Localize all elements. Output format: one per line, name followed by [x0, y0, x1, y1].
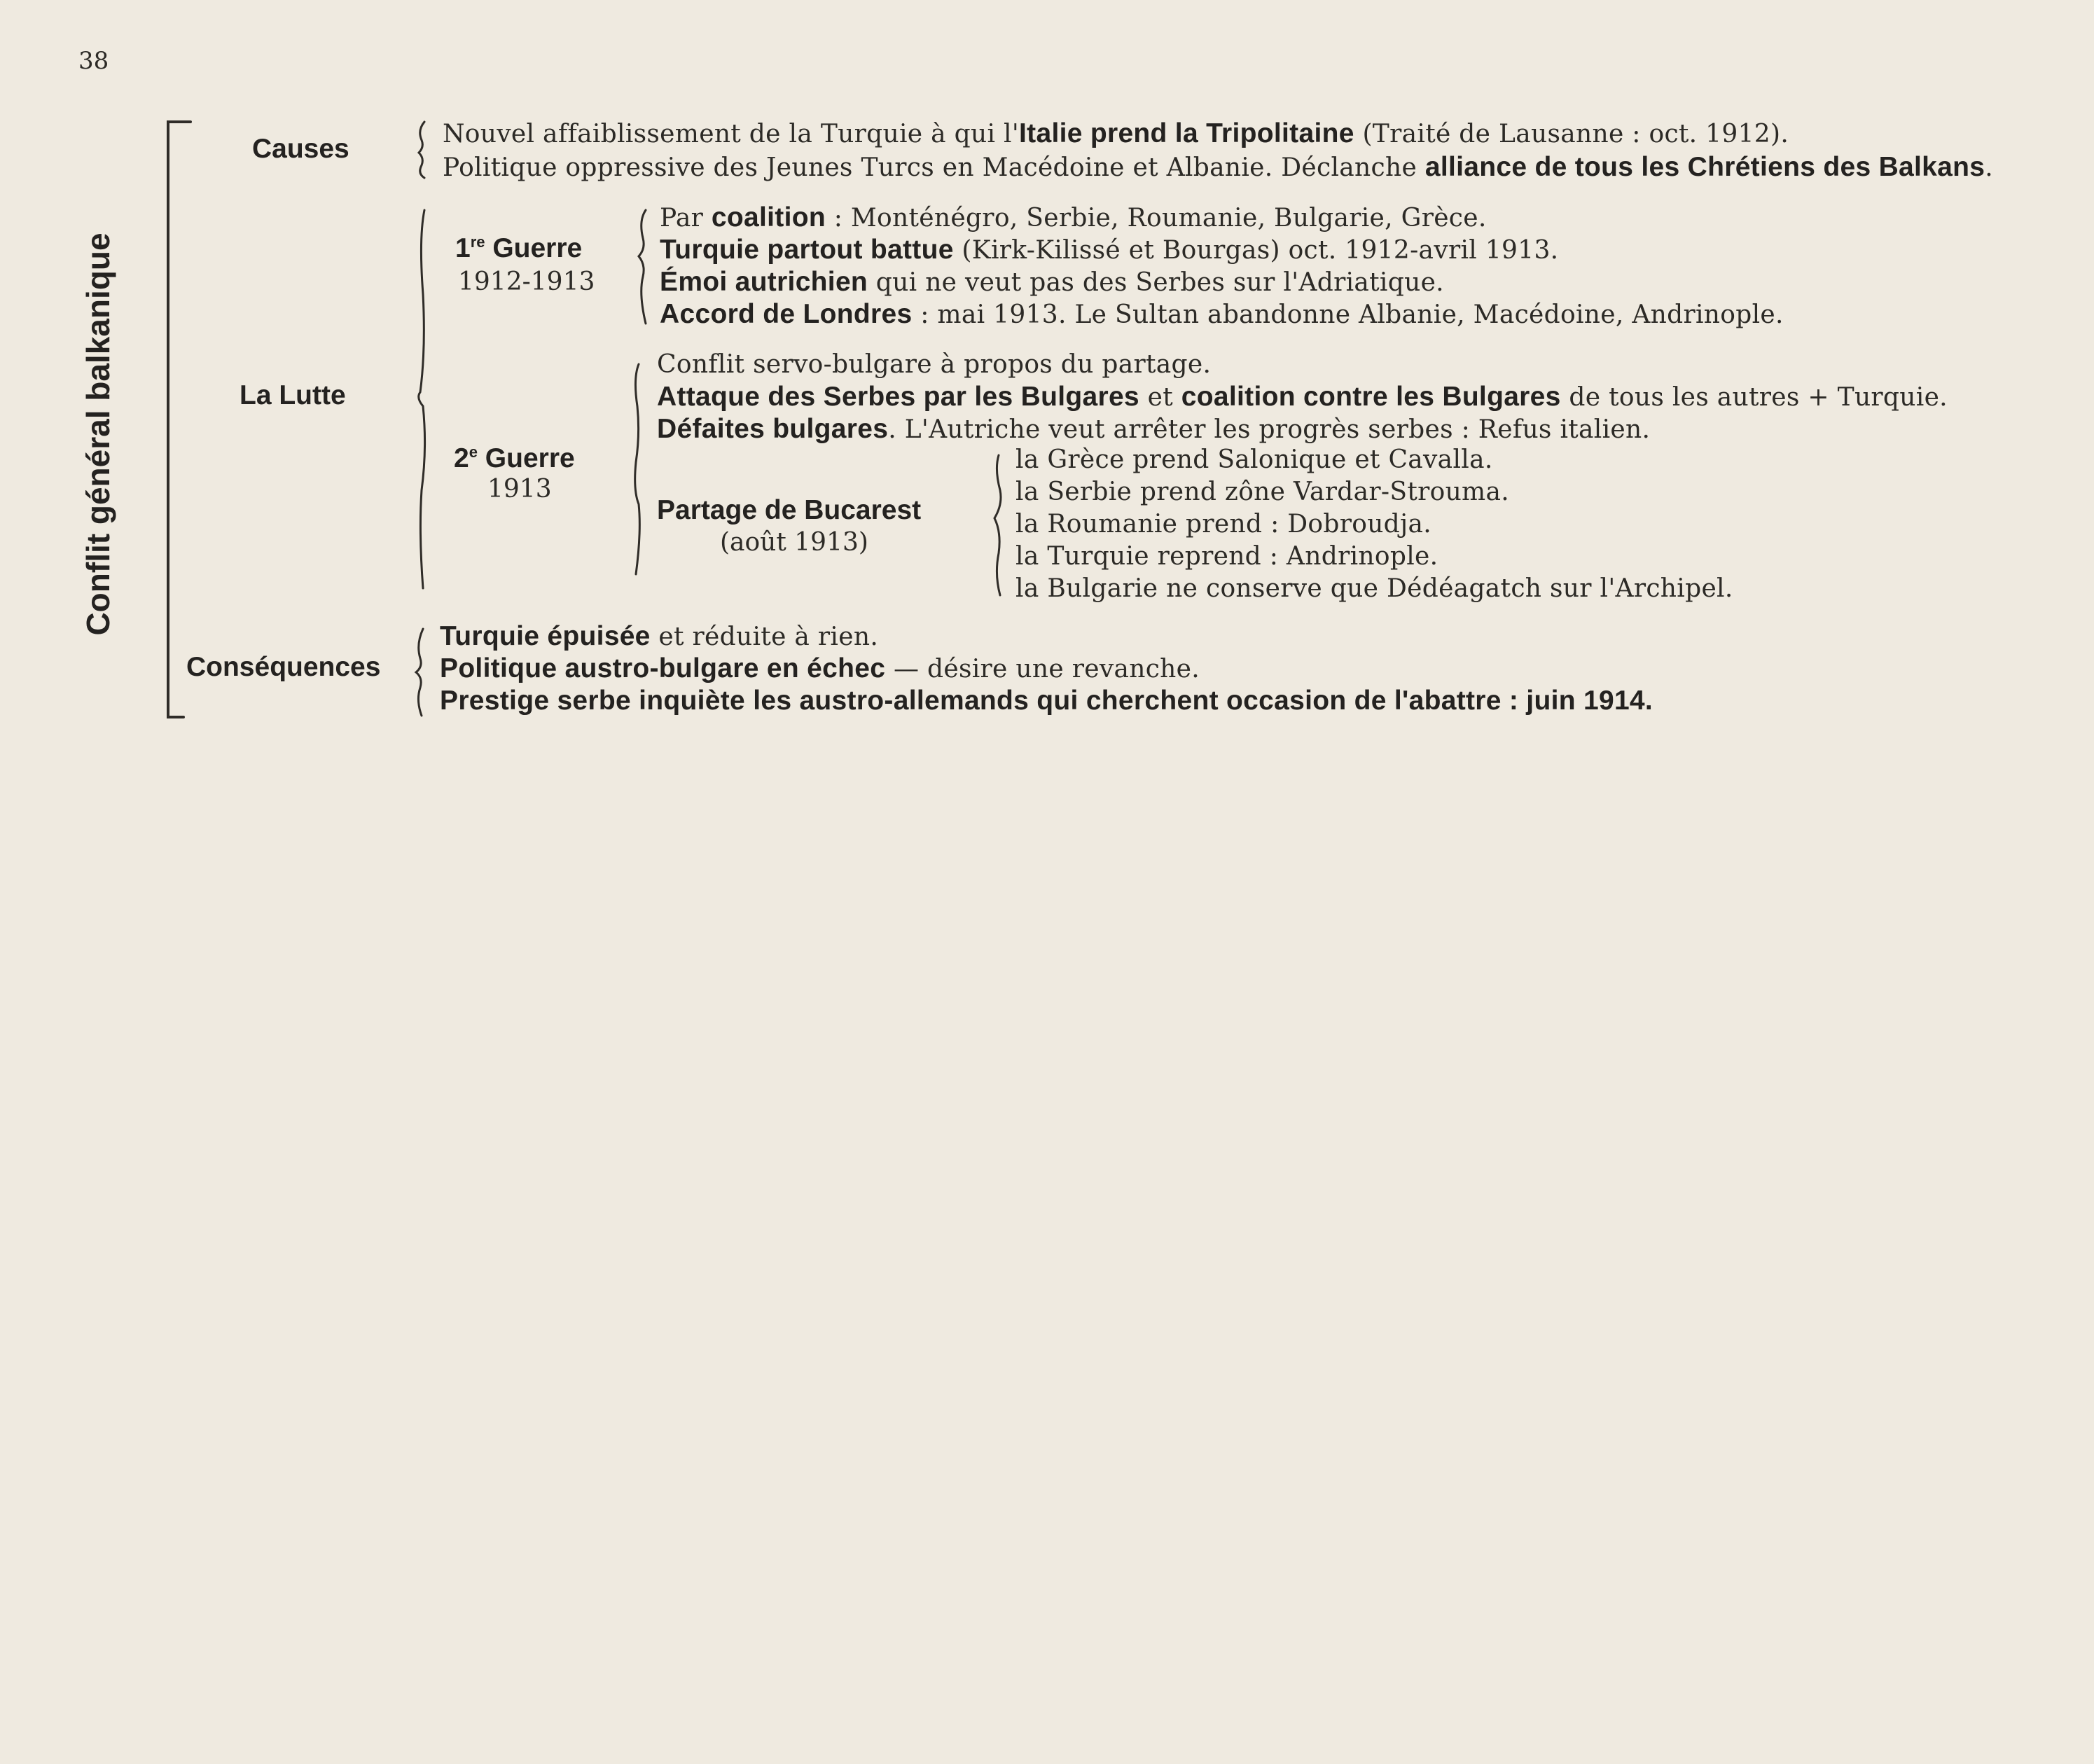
consequences-brace [416, 629, 423, 716]
causes-line-1: Nouvel affaiblissement de la Turquie à qui l'Italie prend la Tripolitaine (Traité de Lausanne : oct. 1912). [443, 118, 1789, 148]
guerre2-dates: 1913 [487, 475, 552, 503]
page-number: 38 [78, 47, 109, 75]
guerre2-line-3: Défaites bulgares. L'Autriche veut arrêter les progrès serbes : Refus italien. [657, 414, 1651, 444]
consequences-line-1: Turquie épuisée et réduite à rien. [440, 621, 879, 651]
partage-item: la Roumanie prend : Dobroudja. [1015, 510, 1431, 539]
guerre2-label: 2e Guerre [454, 443, 575, 473]
lutte-label: La Lutte [240, 380, 346, 410]
side-title-text: Conflit général balkanique [80, 232, 116, 636]
causes-line-2: Politique oppressive des Jeunes Turcs en Macédoine et Albanie. Déclanche alliance de tous les Chrétiens des Balkans. [443, 152, 1994, 182]
partage-item: la Bulgarie ne conserve que Dédéagatch sur l'Archipel. [1015, 574, 1733, 603]
consequences-label: Conséquences [186, 652, 381, 682]
partage-title: Partage de Bucarest [657, 495, 922, 525]
guerre1-brace [639, 210, 646, 324]
partage-item: la Grèce prend Salonique et Cavalla. [1015, 445, 1493, 474]
consequences-line-3: Prestige serbe inquiète les austro-allemands qui cherchent occasion de l'abattre : juin 1914. [440, 686, 1653, 716]
lutte-brace [419, 210, 425, 588]
partage-date: (août 1913) [720, 528, 868, 557]
partage-item: la Serbie prend zône Vardar-Strouma. [1015, 478, 1509, 506]
partage-item: la Turquie reprend : Andrinople. [1015, 542, 1438, 571]
causes-brace [419, 122, 424, 178]
guerre1-line-3: Émoi autrichien qui ne veut pas des Serbes sur l'Adriatique. [660, 267, 1444, 297]
guerre1-line-1: Par coalition : Monténégro, Serbie, Roumanie, Bulgarie, Grèce. [660, 202, 1487, 232]
guerre1-label: 1re Guerre [455, 233, 583, 263]
guerre1-line-2: Turquie partout battue (Kirk-Kilissé et Bourgas) oct. 1912-avril 1913. [660, 235, 1559, 265]
guerre2-line-1: Conflit servo-bulgare à propos du partage. [657, 350, 1212, 379]
guerre1-line-4: Accord de Londres : mai 1913. Le Sultan abandonne Albanie, Macédoine, Andrinople. [660, 299, 1784, 329]
guerre1-dates: 1912-1913 [458, 268, 595, 296]
causes-label: Causes [252, 134, 349, 164]
guerre2-brace [635, 364, 640, 574]
guerre2-line-2: Attaque des Serbes par les Bulgares et coalition contre les Bulgares de tous les autres + Turquie. [657, 382, 1948, 412]
main-bracket [168, 122, 190, 717]
consequences-line-2: Politique austro-bulgare en échec — désire une revanche. [440, 653, 1200, 683]
partage-brace [994, 455, 1001, 595]
